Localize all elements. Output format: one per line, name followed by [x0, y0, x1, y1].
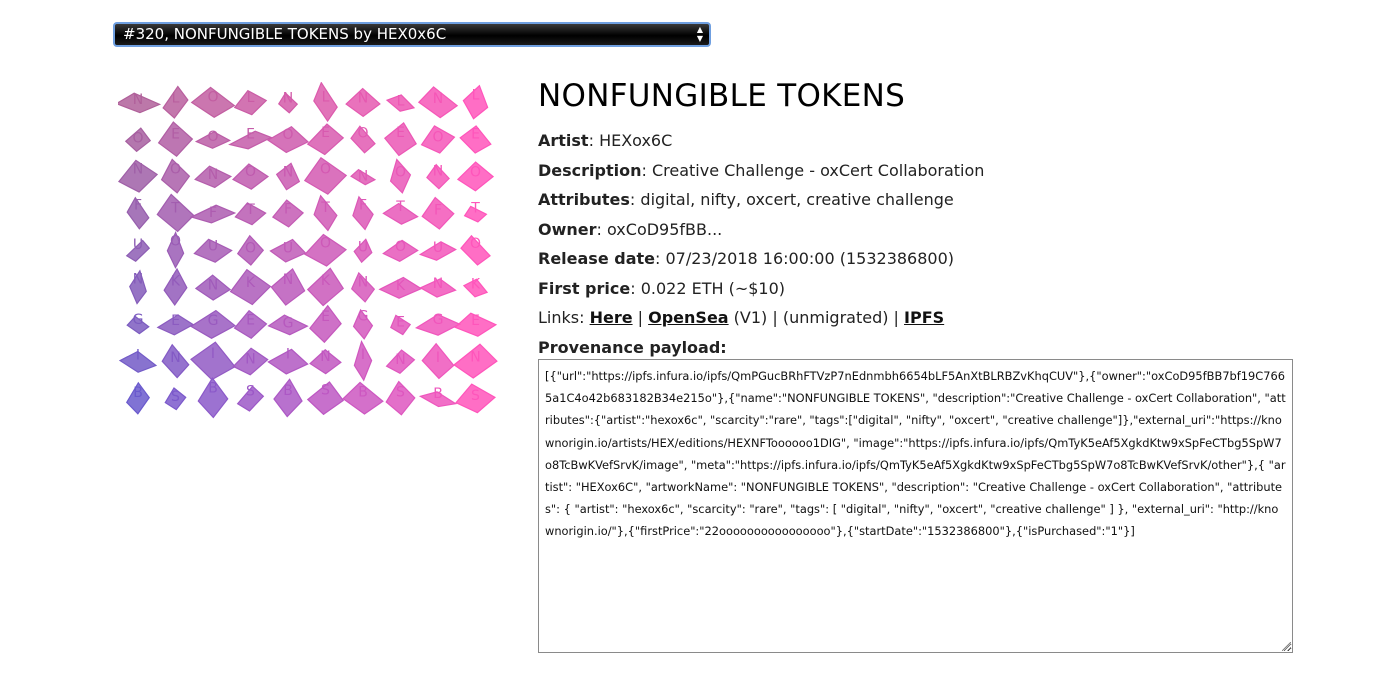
- art-letter: B: [208, 380, 218, 397]
- select-arrows-icon: ▲ ▼: [696, 25, 703, 43]
- art-letter: K: [395, 278, 406, 295]
- art-letter: E: [171, 312, 180, 329]
- art-letter: T: [246, 201, 255, 218]
- art-letter: E: [246, 312, 255, 329]
- page-title: NONFUNGIBLE TOKENS: [538, 78, 906, 114]
- art-letter: B: [133, 385, 143, 402]
- release-date-label: Release date: [538, 249, 655, 268]
- art-letter: O: [282, 127, 294, 144]
- art-letter: E: [246, 126, 255, 143]
- art-letter: S: [246, 383, 255, 400]
- art-letter: N: [282, 271, 294, 288]
- art-letter: N: [432, 90, 444, 107]
- art-letter: G: [282, 315, 294, 332]
- art-letter: N: [132, 271, 144, 288]
- art-letter: O: [469, 164, 482, 181]
- art-letter: B: [433, 386, 443, 403]
- art-letter: B: [283, 383, 293, 400]
- artist-value: HEXox6C: [599, 131, 673, 150]
- art-letter: O: [394, 164, 407, 181]
- resize-grip-icon[interactable]: [1282, 642, 1291, 651]
- art-letter: F: [283, 201, 293, 218]
- art-letter: U: [432, 240, 444, 257]
- art-letter: O: [169, 233, 182, 250]
- art-letter: T: [471, 200, 480, 217]
- description-row: Description: Creative Challenge - oxCert Collaboration: [538, 160, 985, 180]
- release-date-row: Release date: 07/23/2018 16:00:00 (1532386800): [538, 249, 955, 268]
- art-letter: O: [469, 235, 482, 252]
- provenance-payload-text: [{"url":"https://ipfs.infura.io/ipfs/QmPGucBRhFTVzP7nEdnmbh6654bLF5AnXtBLRBZvKhqCUV"},{"owner":"oxCoD95fBB7bf19C7665a1C4o42b683182B34e215o"},{"name":"NONFUNGIBLE TOKENS", "description":"Creative Challenge - oxCert Collaboration", "attributes":{"artist":"hexox6c", "scarcity":"rare", "tags":["digital", "nifty", "oxcert", "creative challenge"]},"external_uri":"https://knownorigin.io/artists/HEX/editions/HEXNFToooooo1DIG", "image":"https://ipfs.infura.io/ipfs/QmTyK5eAf5XgkdKtw9xSpFeCTbg5SpW7o8TcBwKVefSrvK/image", "meta":"https://ipfs.infura.io/ipfs/QmTyK5eAf5XgkdKtw9xSpFeCTbg5SpW7o8TcBwKVefSrvK/other"},{ "artist": "HEXox6C", "artworkName": "NONFUNGIBLE TOKENS", "description": "Creative Challenge - oxCert Collaboration", "attributes": { "artist": "hexox6c", "scarcity": "rare", "tags": [ "digital", "nifty", "oxcert", "creative challenge" ] }, "external_uri": "http://knownorigin.io/"},{"firstPrice":"22oooooooooooooooo"},{"startDate":"1532386800"},{"isPurchased":"1"}]: [545, 369, 1286, 539]
- art-letter: S: [321, 382, 330, 399]
- art-letter: B: [358, 384, 368, 401]
- art-letter: N: [470, 349, 481, 366]
- art-letter: L: [396, 93, 405, 110]
- art-letter: N: [132, 91, 144, 108]
- art-letter: N: [245, 351, 256, 368]
- art-letter: U: [282, 240, 294, 257]
- art-letter: E: [171, 126, 180, 143]
- art-letter: L: [171, 90, 180, 107]
- art-letter: O: [394, 239, 407, 256]
- provenance-label: Provenance payload:: [538, 337, 727, 357]
- art-letter: K: [170, 273, 181, 290]
- art-letter: F: [208, 204, 218, 221]
- art-letter: O: [244, 240, 257, 257]
- art-letter: N: [207, 277, 219, 294]
- art-letter: L: [321, 89, 330, 106]
- art-letter: E: [471, 126, 480, 143]
- art-letter: O: [319, 161, 332, 178]
- art-letter: N: [170, 350, 181, 367]
- artwork-image: [118, 82, 498, 442]
- art-letter: E: [471, 313, 480, 330]
- first-price-value: 0.022 ETH (~$10): [640, 278, 786, 298]
- art-letter: O: [207, 89, 219, 106]
- here-link[interactable]: Here: [589, 308, 633, 327]
- artwork-select-value: #320, NONFUNGIBLE TOKENS by HEX0x6C: [123, 25, 447, 43]
- artist-row: Artist: HEXox6C: [538, 131, 673, 150]
- art-letter: T: [321, 199, 330, 216]
- opensea-suffix: (V1) | (unmigrated) |: [728, 308, 905, 327]
- art-letter: L: [246, 89, 255, 106]
- ipfs-link[interactable]: IPFS: [904, 308, 945, 327]
- art-letter: O: [357, 125, 369, 142]
- provenance-payload-textarea[interactable]: [538, 359, 1293, 653]
- art-letter: E: [321, 125, 330, 142]
- art-letter: K: [470, 276, 481, 293]
- attributes-label: Attributes: [538, 190, 630, 209]
- first-price-label: First price: [538, 278, 631, 298]
- art-letter: N: [432, 163, 444, 180]
- art-letter: E: [321, 308, 330, 325]
- art-letter: N: [132, 161, 144, 178]
- art-letter: S: [396, 384, 405, 401]
- art-letter: E: [396, 124, 405, 141]
- art-letter: I: [435, 349, 441, 366]
- links-label: Links:: [538, 308, 590, 327]
- provenance-label-row: [538, 333, 1318, 363]
- attributes-row: Attributes: digital, nifty, oxcert, creative challenge: [538, 190, 954, 209]
- art-letter: N: [357, 274, 369, 291]
- art-letter: G: [357, 308, 369, 325]
- art-letter: U: [207, 238, 219, 255]
- opensea-link[interactable]: OpenSea: [648, 308, 729, 327]
- art-letter: O: [319, 235, 332, 252]
- art-letter: I: [210, 346, 216, 363]
- art-letter: K: [320, 273, 331, 290]
- attributes-value: digital, nifty, oxcert, creative challenge: [640, 190, 954, 209]
- owner-value: oxCoD95fBB...: [607, 219, 723, 239]
- art-letter: I: [135, 347, 141, 364]
- art-letter: O: [207, 128, 219, 145]
- art-letter: T: [171, 200, 180, 217]
- art-letter: O: [244, 163, 257, 180]
- description-label: Description: [538, 160, 642, 180]
- token-info: [538, 76, 1318, 362]
- art-letter: U: [357, 239, 369, 256]
- art-letter: G: [207, 313, 219, 330]
- art-letter: N: [282, 90, 294, 107]
- art-letter: G: [132, 312, 144, 329]
- art-letter: O: [432, 129, 444, 146]
- art-letter: K: [245, 275, 256, 292]
- owner-label: Owner: [538, 219, 597, 239]
- art-letter: E: [396, 314, 405, 331]
- art-letter: U: [132, 236, 144, 253]
- art-letter: N: [207, 166, 219, 183]
- art-letter: N: [282, 164, 294, 181]
- art-letter: I: [360, 346, 366, 363]
- artwork-select[interactable]: [113, 22, 711, 47]
- art-letter: F: [358, 197, 368, 214]
- art-letter: L: [471, 87, 480, 104]
- description-value: Creative Challenge - oxCert Collaboration: [651, 160, 985, 180]
- art-letter: O: [169, 161, 182, 178]
- art-letter: N: [320, 349, 331, 366]
- art-letter: S: [471, 387, 480, 404]
- art-letter: F: [133, 197, 143, 214]
- art-letter: G: [432, 312, 444, 329]
- art-letter: T: [396, 199, 405, 216]
- art-letter: N: [395, 351, 406, 368]
- art-letter: I: [285, 346, 291, 363]
- owner-row: Owner: oxCoD95fBB...: [538, 219, 723, 239]
- release-date-value: 07/23/2018 16:00:00 (1532386800): [665, 249, 955, 268]
- art-letter: S: [171, 389, 180, 406]
- links-separator: |: [632, 308, 649, 327]
- art-letter: O: [132, 130, 144, 147]
- art-letter: N: [357, 90, 369, 107]
- artist-label: Artist: [538, 131, 589, 150]
- art-letter: N: [357, 168, 369, 185]
- art-letter: F: [433, 202, 443, 219]
- links-row: [538, 303, 1318, 333]
- art-letter: N: [432, 275, 444, 292]
- first-price-row: First price: 0.022 ETH (~$10): [538, 278, 786, 298]
